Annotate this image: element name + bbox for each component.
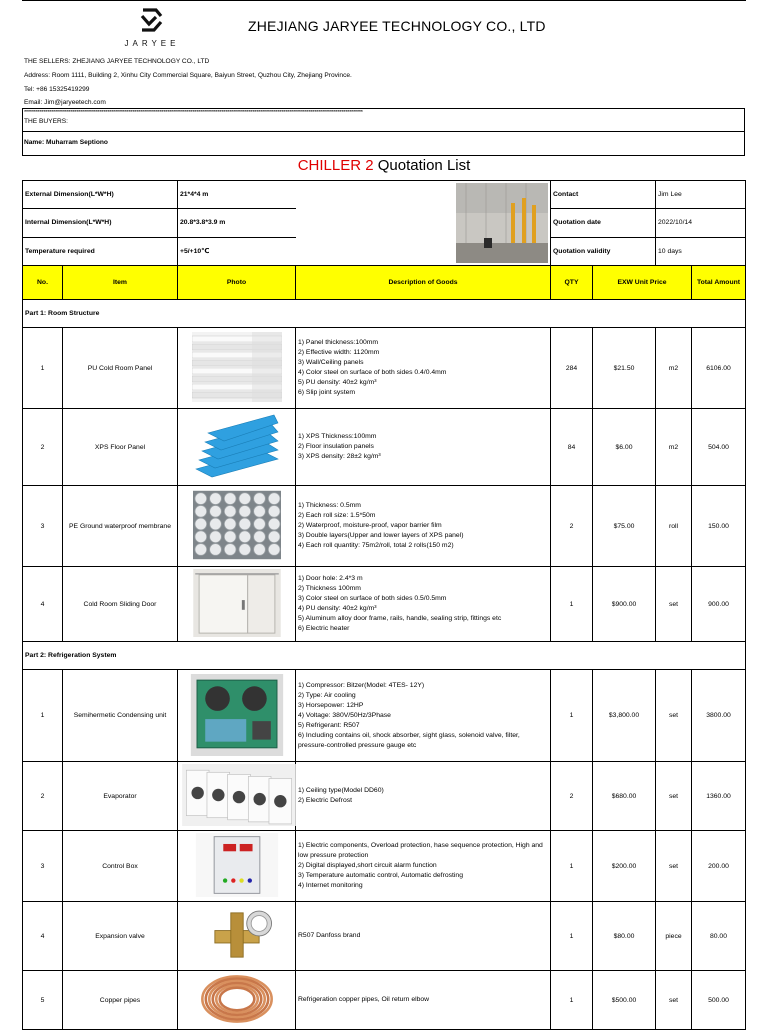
temp-label: Temperature required	[23, 237, 178, 265]
row-qty: 84	[551, 409, 593, 486]
quotation-title	[0, 157, 768, 174]
row-qty: 2	[551, 486, 593, 567]
row-unit: m2	[656, 409, 692, 486]
int-dim-value: 20.8*3.8*3.9 m	[178, 209, 296, 237]
row-photo	[178, 971, 296, 1030]
row-no: 1	[23, 328, 63, 409]
row-no: 3	[23, 831, 63, 902]
row-item: Semihermetic Condensing unit	[63, 670, 178, 762]
row-qty: 2	[551, 762, 593, 831]
row-no: 5	[23, 971, 63, 1030]
row-unit-price: $80.00	[593, 902, 656, 971]
row-photo	[178, 670, 296, 762]
row-unit-price: $75.00	[593, 486, 656, 567]
validity-value: 10 days	[656, 237, 746, 265]
row-qty: 1	[551, 670, 593, 762]
temp-value: +5/+10℃	[178, 237, 296, 265]
row-unit: roll	[656, 486, 692, 567]
sliding-door-photo	[192, 569, 282, 639]
row-photo	[178, 409, 296, 486]
info-row-1	[23, 181, 746, 209]
row-qty: 1	[551, 902, 593, 971]
row-unit: set	[656, 567, 692, 642]
row-unit: set	[656, 670, 692, 762]
row-total: 150.00	[692, 486, 746, 567]
row-qty: 1	[551, 567, 593, 642]
row-description	[296, 831, 551, 902]
table-row	[23, 902, 746, 971]
logo-wordmark: JARYEE	[124, 39, 180, 48]
email-line: Email: Jim@jaryeetech.com	[24, 99, 106, 107]
table-row	[23, 328, 746, 409]
condensing-unit-photo	[189, 674, 285, 758]
row-item: PU Cold Room Panel	[63, 328, 178, 409]
quotation-title-rest: Quotation List	[373, 157, 471, 174]
table-row	[23, 831, 746, 902]
row-no: 2	[23, 409, 63, 486]
expansion-valve-photo	[197, 904, 277, 968]
row-total: 3800.00	[692, 670, 746, 762]
table-row	[23, 486, 746, 567]
row-unit: set	[656, 831, 692, 902]
row-description	[296, 971, 551, 1030]
description-text: 1) Compressor: Bitzer(Model: 4TES- 12Y) 2) Type: Air cooling 3) Horsepower: 12HP 4) Voltage: 380V/50Hz/3Phase 5) Refrigerant: R507 6) Including contains oil, shock absorber, sight glass, solenoid valve, filter, pressure-controlled pressure gauge etc	[298, 681, 520, 749]
description-text: 1) Ceiling type(Model DD60) 2) Electric Defrost	[298, 787, 384, 804]
table-row	[23, 762, 746, 831]
row-unit-price: $680.00	[593, 762, 656, 831]
part-title: Part 2: Refrigeration System	[23, 642, 746, 670]
top-rule	[22, 0, 746, 1]
row-total: 6106.00	[692, 328, 746, 409]
row-description	[296, 762, 551, 831]
row-unit: piece	[656, 902, 692, 971]
row-item: Expansion valve	[63, 902, 178, 971]
row-photo	[178, 831, 296, 902]
description-text: Refrigeration copper pipes, Oil return elbow	[298, 996, 430, 1003]
row-photo	[178, 486, 296, 567]
row-qty: 284	[551, 328, 593, 409]
row-unit-price: $500.00	[593, 971, 656, 1030]
row-description	[296, 328, 551, 409]
row-no: 3	[23, 486, 63, 567]
row-qty: 1	[551, 971, 593, 1030]
description-text: 1) Panel thickness:100mm 2) Effective width: 1120mm 3) Wall/Ceiling panels 4) Color steel on surface of both sides 0.4/0.4mm 5) PU density: 40±2 kg/m³ 6) Slip joint system	[298, 339, 447, 396]
table-row	[23, 409, 746, 486]
column-header-row	[23, 266, 746, 300]
ext-dim-value: 21*4*4 m	[178, 181, 296, 209]
control-box-photo	[191, 833, 283, 899]
col-total: Total Amount	[692, 266, 746, 300]
company-logo	[112, 6, 192, 50]
row-no: 4	[23, 567, 63, 642]
row-qty: 1	[551, 831, 593, 902]
row-item: Copper pipes	[63, 971, 178, 1030]
row-no: 4	[23, 902, 63, 971]
row-total: 900.00	[692, 567, 746, 642]
row-unit-price: $3,800.00	[593, 670, 656, 762]
ext-dim-label: External Dimension(L*W*H)	[23, 181, 178, 209]
description-text: 1) Electric components, Overload protection, hase sequence protection, High and low pressure protection 2) Digital displayed,short circuit alarm function 3) Temperature automatic control, Automatic defrosting 4) Internet monitoring	[298, 842, 543, 889]
cold-room-photo	[456, 183, 548, 263]
int-dim-label: Internal Dimension(L*W*H)	[23, 209, 178, 237]
xps-boards-photo	[187, 411, 287, 483]
col-no: No.	[23, 266, 63, 300]
col-description: Description of Goods	[296, 266, 551, 300]
row-photo	[178, 762, 296, 831]
membrane-rolls-photo	[193, 488, 281, 564]
row-unit-price: $900.00	[593, 567, 656, 642]
part-header-row	[23, 642, 746, 670]
row-total: 504.00	[692, 409, 746, 486]
part-header-row	[23, 300, 746, 328]
description-text: 1) Thickness: 0.5mm 2) Each roll size: 1.5*50m 2) Waterproof, moisture-proof, vapor barrier film 3) Double layers(Upper and lower layers of XPS panel) 4) Each roll quantity: 75m2/roll, total 2 rolls(150 m2)	[298, 502, 464, 549]
panel-stack-photo	[192, 330, 282, 406]
row-unit: set	[656, 762, 692, 831]
row-description	[296, 670, 551, 762]
company-name: ZHEJIANG JARYEE TECHNOLOGY CO., LTD	[248, 18, 546, 34]
buyer-name-box	[22, 131, 745, 156]
row-photo	[178, 567, 296, 642]
row-no: 1	[23, 670, 63, 762]
contact-label: Contact	[551, 181, 656, 209]
row-total: 80.00	[692, 902, 746, 971]
row-description	[296, 567, 551, 642]
buyers-label: THE BUYERS:	[24, 118, 68, 125]
row-description	[296, 409, 551, 486]
row-unit-price: $21.50	[593, 328, 656, 409]
row-unit: m2	[656, 328, 692, 409]
row-unit-price: $6.00	[593, 409, 656, 486]
separator-stars: *******************************************************************************************************************************************************************************	[24, 110, 363, 116]
row-photo	[178, 902, 296, 971]
validity-label: Quotation validity	[551, 237, 656, 265]
room-photo-cell	[296, 181, 551, 266]
col-qty: QTY	[551, 266, 593, 300]
row-total: 1360.00	[692, 762, 746, 831]
table-row	[23, 971, 746, 1030]
row-photo	[178, 328, 296, 409]
row-item: XPS Floor Panel	[63, 409, 178, 486]
quotation-title-red: CHILLER 2	[297, 157, 374, 174]
sellers-line: THE SELLERS: ZHEJIANG JARYEE TECHNOLOGY CO., LTD	[24, 58, 210, 65]
row-description	[296, 902, 551, 971]
row-total: 500.00	[692, 971, 746, 1030]
description-text: 1) Door hole: 2.4*3 m 2) Thickness 100mm 3) Color steel on surface of both sides 0.5/0.5mm 4) PU density: 40±2 kg/m³ 5) Aluminum alloy door frame, rails, handle, sealing strip, fittings etc 6) Electric heater	[298, 575, 502, 632]
description-text: 1) XPS Thickness:100mm 2) Floor insulation panels 3) XPS density: 28±2 kg/m³	[298, 433, 381, 460]
row-description	[296, 486, 551, 567]
row-unit-price: $200.00	[593, 831, 656, 902]
row-total: 200.00	[692, 831, 746, 902]
address-line: Address: Room 1111, Building 2, Xinhu City Commercial Square, Baiyun Street, Quzhou City, Zhejiang Province.	[24, 71, 352, 79]
date-value: 2022/10/14	[656, 209, 746, 237]
col-unit-price: EXW Unit Price	[593, 266, 692, 300]
row-item: PE Ground waterproof membrane	[63, 486, 178, 567]
part-title: Part 1: Room Structure	[23, 300, 746, 328]
table-row	[23, 670, 746, 762]
buyer-name: Name: Muharram Septiono	[24, 139, 108, 146]
evaporator-photo	[180, 764, 298, 828]
description-text: R507 Danfoss brand	[298, 932, 361, 939]
tel-line: Tel: +86 15325419299	[24, 85, 90, 93]
contact-value: Jim Lee	[656, 181, 746, 209]
col-photo: Photo	[178, 266, 296, 300]
seller-info	[24, 55, 352, 110]
row-no: 2	[23, 762, 63, 831]
copper-coil-photo	[198, 973, 276, 1027]
date-label: Quotation date	[551, 209, 656, 237]
row-item: Control Box	[63, 831, 178, 902]
row-unit: set	[656, 971, 692, 1030]
quotation-table	[22, 180, 746, 1030]
col-item: Item	[63, 266, 178, 300]
row-item: Cold Room Sliding Door	[63, 567, 178, 642]
table-row	[23, 567, 746, 642]
row-item: Evaporator	[63, 762, 178, 831]
